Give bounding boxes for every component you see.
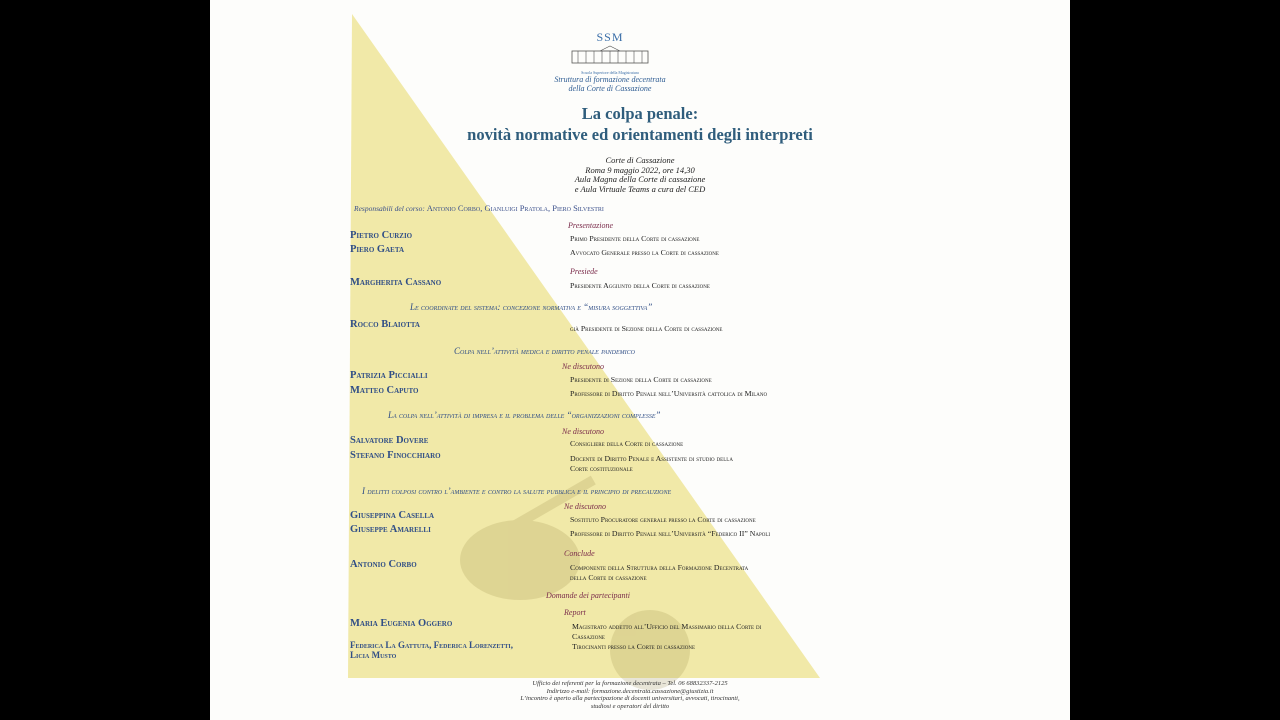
- speaker-role: Presidente Aggiunto della Corte di cassazione: [570, 281, 710, 290]
- speaker-role: Consigliere della Corte di cassazione: [570, 439, 684, 448]
- ssm-school-name: Scuola Superiore della Magistratura: [581, 70, 639, 75]
- event-line3: Aula Magna della Corte di cassazione: [574, 174, 706, 184]
- session-topic: Colpa nell’attività medica e diritto penale pandemico: [454, 346, 635, 356]
- course-managers-names: Antonio Corbo, Gianluigi Pratola, Piero Silvestri: [426, 203, 604, 213]
- speaker-role: della Corte di cassazione: [570, 573, 647, 582]
- speaker-name: Piero Gaeta: [350, 244, 405, 255]
- section-presiede: Presiede: [570, 267, 598, 276]
- section-ne-discutono: Ne discutono: [564, 502, 606, 511]
- speaker-role: Primo Presidente della Corte di cassazione: [570, 234, 700, 243]
- speaker-role: Avvocato Generale presso la Corte di cassazione: [570, 248, 719, 257]
- session-topic: Le coordinate del sistema: concezione normativa e “misura soggettiva”: [410, 302, 653, 312]
- speaker-name: Stefano Finocchiaro: [350, 450, 441, 461]
- speaker-name: Pietro Curzio: [350, 230, 413, 241]
- footer-line3: L’incontro è aperto alla partecipazione di docenti universitari, avvocati, tirocinanti,: [520, 695, 740, 702]
- struttura-line2: della Corte di Cassazione: [568, 84, 652, 93]
- footer-line2: Indirizzo e-mail: formazione.decentrata.cassazione@giustizia.it: [546, 687, 714, 695]
- footer: [450, 680, 810, 710]
- speaker-role: già Presidente di Sezione della Corte di cassazione: [570, 324, 723, 333]
- speaker-name: Rocco Blaiotta: [350, 319, 420, 330]
- course-managers: [354, 203, 604, 213]
- session-topic: La colpa nell’attività di impresa e il problema delle “organizzazioni complesse”: [388, 410, 661, 420]
- doc-title-line2: novità normative ed orientamenti degli interpreti: [467, 125, 813, 144]
- section-conclude: Conclude: [564, 549, 595, 558]
- event-info: [450, 156, 830, 194]
- doc-title-line1: La colpa penale:: [581, 104, 699, 123]
- struttura-line1: Struttura di formazione decentrata: [554, 75, 666, 84]
- event-line4: e Aula Virtuale Teams a cura del CED: [574, 183, 706, 194]
- ssm-logo: [550, 30, 670, 93]
- speaker-role: Sostituto Procuratore generale presso la Corte di cassazione: [570, 515, 756, 524]
- speaker-role: Docente di Diritto Penale e Assistente di studio della: [570, 454, 733, 463]
- speaker-name: Patrizia Piccialli: [350, 370, 428, 381]
- speaker-role: Presidente di Sezione della Corte di cassazione: [570, 375, 712, 384]
- speaker-name: Salvatore Dovere: [350, 435, 429, 446]
- speaker-role: Tirocinanti presso la Corte di cassazione: [572, 642, 696, 651]
- palace-icon: [570, 45, 650, 65]
- document-page: [210, 0, 1070, 720]
- speaker-name: Giuseppina Casella: [350, 510, 435, 521]
- speaker-name: Matteo Caputo: [350, 385, 419, 396]
- section-domande: Domande dei partecipanti: [546, 591, 630, 600]
- speaker-role: Professore di Diritto Penale nell’Università cattolica di Milano: [570, 389, 768, 398]
- speaker-role: Componente della Struttura della Formazione Decentrata: [570, 563, 749, 572]
- speaker-role: Magistrato addetto all’Ufficio del Massimario della Corte di: [572, 622, 762, 631]
- course-managers-label: Responsabili del corso:: [354, 204, 425, 213]
- event-line2: Roma 9 maggio 2022, ore 14,30: [585, 164, 695, 175]
- ssm-logo-text: SSM: [596, 30, 624, 44]
- speaker-name: Antonio Corbo: [350, 559, 417, 570]
- footer-line4: studiosi e operatori del diritto: [590, 702, 670, 710]
- footer-line1: Ufficio dei referenti per la formazione decentrata – Tel. 06 68832337-2125: [532, 680, 728, 687]
- speaker-role: Cassazione: [572, 632, 605, 641]
- section-presentazione: Presentazione: [568, 221, 614, 230]
- trainees-names-line1: Federica La Gattuta, Federica Lorenzetti,: [350, 640, 513, 650]
- section-report: Report: [564, 608, 586, 617]
- speaker-name: Margherita Cassano: [350, 277, 442, 288]
- trainees-names-line2: Licia Musto: [350, 650, 397, 660]
- section-ne-discutono: Ne discutono: [562, 362, 604, 371]
- section-ne-discutono: Ne discutono: [562, 427, 604, 436]
- session-topic: I delitti colposi contro l’ambiente e contro la salute pubblica e il principio di precauzione: [362, 486, 672, 496]
- speaker-name: Giuseppe Amarelli: [350, 524, 431, 535]
- event-line1: Corte di Cassazione: [605, 155, 675, 165]
- speaker-role: Corte costituzionale: [570, 464, 633, 473]
- speaker-name: Maria Eugenia Oggero: [350, 618, 453, 629]
- speaker-role: Professore di Diritto Penale nell’Università “Federico II” Napoli: [570, 529, 771, 538]
